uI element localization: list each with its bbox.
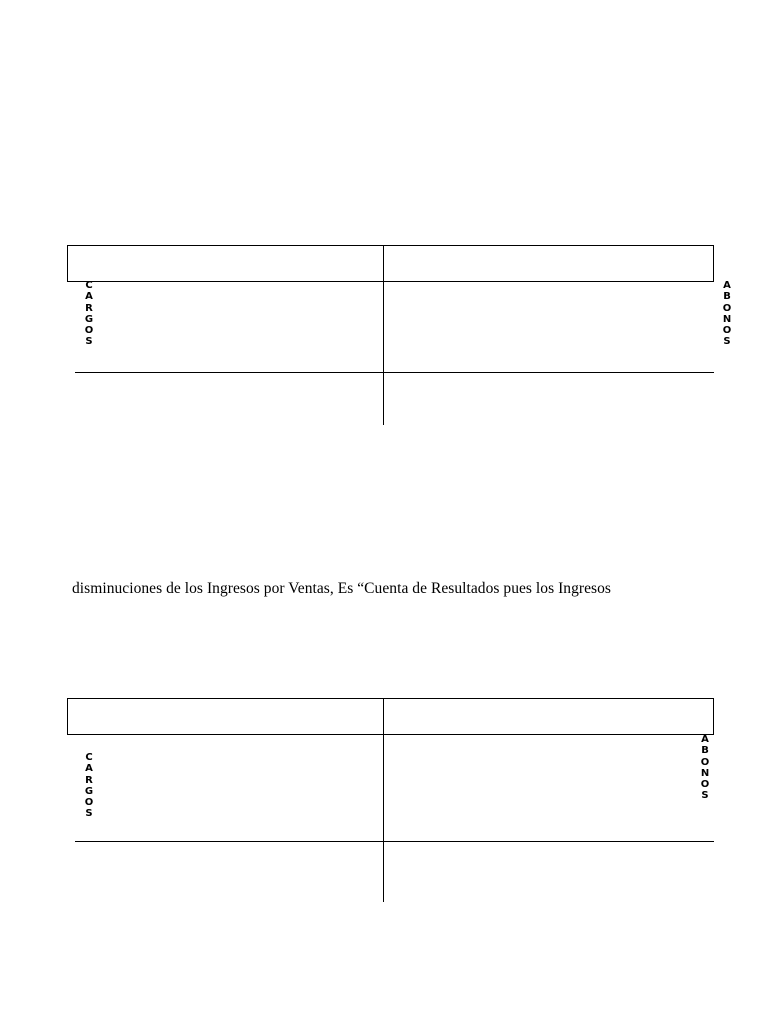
- vertical-label-letter: S: [85, 808, 93, 820]
- vertical-label-letter: A: [85, 763, 93, 775]
- vertical-label-letter: A: [85, 291, 93, 303]
- t-account-2-header-box: [67, 698, 714, 735]
- t-account-2-header-divider: [383, 698, 384, 735]
- t-account-1-header-divider: [383, 245, 384, 282]
- vertical-label-letter: B: [701, 745, 709, 757]
- vertical-label-letter: G: [84, 785, 94, 797]
- vertical-label-letter: R: [85, 774, 93, 786]
- vertical-label-letter: O: [700, 756, 710, 768]
- vertical-label-letter: R: [85, 302, 93, 314]
- t-account-2-cargos-label: [81, 752, 97, 820]
- vertical-label-letter: B: [723, 291, 731, 303]
- vertical-label-letter: G: [84, 313, 94, 325]
- vertical-label-letter: O: [84, 325, 94, 337]
- vertical-label-letter: A: [723, 280, 731, 291]
- vertical-label-letter: S: [701, 790, 709, 802]
- vertical-label-letter: C: [85, 752, 93, 763]
- vertical-label-letter: O: [700, 779, 710, 791]
- t-account-2-abonos-label: [697, 734, 713, 802]
- vertical-label-letter: S: [723, 336, 731, 348]
- t-account-2-total-line: [75, 841, 714, 842]
- t-account-1-total-line: [75, 372, 714, 373]
- vertical-label-letter: N: [700, 767, 710, 779]
- t-account-1-center-line: [383, 282, 384, 425]
- vertical-label-letter: S: [85, 336, 93, 348]
- vertical-label-letter: A: [701, 734, 709, 745]
- t-account-1-abonos-label: [719, 280, 735, 348]
- vertical-label-letter: N: [722, 313, 732, 325]
- vertical-label-letter: O: [722, 302, 732, 314]
- vertical-label-letter: O: [722, 325, 732, 337]
- vertical-label-letter: O: [84, 797, 94, 809]
- t-account-1-cargos-label: [81, 280, 97, 348]
- t-account-2-center-line: [383, 735, 384, 902]
- body-paragraph: disminuciones de los Ingresos por Ventas, Es “Cuenta de Resultados pues los Ingresos: [72, 580, 612, 597]
- vertical-label-letter: C: [85, 280, 93, 291]
- t-account-1-header-box: [67, 245, 714, 282]
